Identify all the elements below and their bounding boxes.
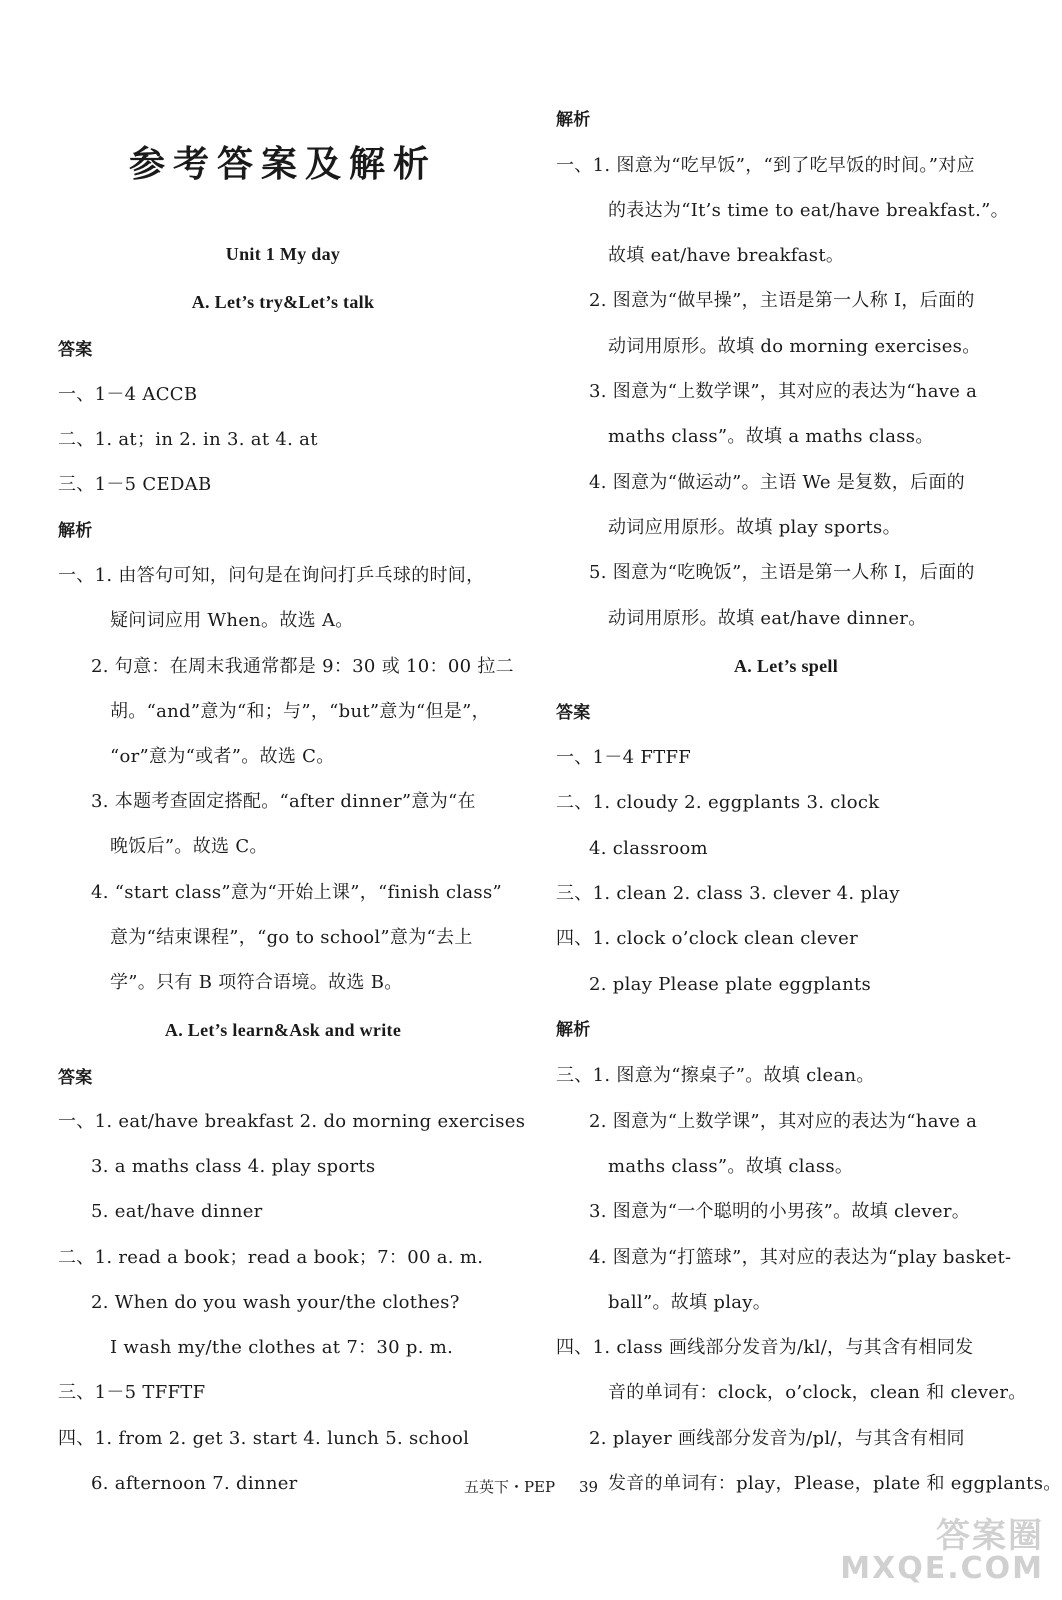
left-line: 解析 [58,521,93,541]
left-line: 一、1. 由答句可知，问句是在询问打乒乓球的时间， [58,565,485,586]
left-line: 5. eat/have dinner [91,1201,263,1222]
left-line: 答案 [58,1068,93,1088]
right-line: 4. 图意为“打篮球”，其对应的表达为“play basket- [589,1247,1012,1268]
left-line: 二、1. read a book；read a book；7：00 a. m. [58,1247,484,1268]
left-line: 4. “start class”意为“开始上课”，“finish class” [91,882,502,903]
right-line: 动词用原形。故填 eat/have dinner。 [608,608,927,629]
left-line: A. Let’s try&Let’s talk [191,292,375,312]
left-line: 三、1－5 CEDAB [58,474,212,495]
right-line: 一、1. 图意为“吃早饭”，“到了吃早饭的时间。”对应 [556,155,975,176]
watermark-cn: 答案圈 [936,1516,1044,1556]
right-line: 4. 图意为“做运动”。主语 We 是复数，后面的 [589,472,965,493]
left-line: 意为“结束课程”，“go to school”意为“去上 [110,927,473,948]
right-line: 四、1. clock o’clock clean clever [556,928,858,949]
left-line: 胡。“and”意为“和；与”，“but”意为“但是”， [110,701,490,722]
left-line: 2. When do you wash your/the clothes? [91,1292,460,1313]
right-line: 的表达为“It’s time to eat/have breakfast.”。 [608,200,1009,221]
right-line: 2. play Please plate eggplants [589,974,872,995]
right-line: 音的单词有：clock，o’clock，clean 和 clever。 [608,1382,1027,1403]
left-line: 一、1. eat/have breakfast 2. do morning exercises [58,1111,526,1132]
left-line: 2. 句意：在周末我通常都是 9：30 或 10：00 拉二 [91,656,514,677]
right-line: 解析 [556,1020,591,1040]
left-line: 二、1. at；in 2. in 3. at 4. at [58,429,318,450]
left-line: 疑问词应用 When。故选 A。 [110,610,354,631]
right-line: 3. 图意为“上数学课”，其对应的表达为“have a [589,381,978,402]
right-line: 一、1－4 FTFF [556,747,692,768]
footer-page-number: 39 [578,1478,599,1496]
left-line: 3. a maths class 4. play sports [91,1156,376,1177]
right-line: maths class”。故填 a maths class。 [608,426,934,447]
footer-book: 五英下・PEP [463,1478,556,1496]
right-line: 2. 图意为“上数学课”，其对应的表达为“have a [589,1111,978,1132]
right-line: 动词应用原形。故填 play sports。 [608,517,901,538]
left-line: 晚饭后”。故选 C。 [110,836,268,857]
right-line: 4. classroom [589,838,708,859]
right-line: maths class”。故填 class。 [608,1156,854,1177]
right-line: 三、1. 图意为“擦桌子”。故填 clean。 [556,1065,875,1086]
right-line: ball”。故填 play。 [608,1292,772,1313]
left-line: 答案 [58,340,93,360]
right-line: 3. 图意为“一个聪明的小男孩”。故填 clever。 [589,1201,971,1222]
left-line: 四、1. from 2. get 3. start 4. lunch 5. school [58,1428,470,1449]
page-title: 参考答案及解析 [128,143,437,185]
right-line: 发音的单词有：play，Please，plate 和 eggplants。 [608,1473,1062,1494]
left-line: “or”意为“或者”。故选 C。 [110,746,335,767]
right-line: 答案 [556,703,591,723]
right-line: 5. 图意为“吃晚饭”，主语是第一人称 I，后面的 [589,562,975,583]
right-line: 2. 图意为“做早操”，主语是第一人称 I，后面的 [589,290,975,311]
left-line: 学”。只有 B 项符合语境。故选 B。 [110,972,403,993]
right-line: 动词用原形。故填 do morning exercises。 [608,336,981,357]
left-line: Unit 1 My day [225,244,341,264]
left-line: I wash my/the clothes at 7：30 p. m. [110,1337,454,1358]
watermark-logo [840,1508,1044,1586]
left-line: 6. afternoon 7. dinner [91,1473,298,1494]
right-line: 三、1. clean 2. class 3. clever 4. play [556,883,900,904]
right-line: 二、1. cloudy 2. eggplants 3. clock [556,792,880,813]
right-line: 四、1. class 画线部分发音为/kl/，与其含有相同发 [556,1337,974,1358]
watermark-url: MXQE.COM [840,1551,1044,1586]
left-line: A. Let’s learn&Ask and write [164,1020,402,1040]
left-line: 一、1－4 ACCB [58,384,198,405]
left-line: 3. 本题考查固定搭配。“after dinner”意为“在 [91,791,476,812]
page-footer [0,1476,1062,1497]
right-line: 故填 eat/have breakfast。 [608,245,845,266]
right-line: A. Let’s spell [733,656,839,676]
left-line: 三、1－5 TFFTF [58,1382,206,1403]
right-line: 2. player 画线部分发音为/pl/，与其含有相同 [589,1428,965,1449]
right-line: 解析 [556,110,591,130]
